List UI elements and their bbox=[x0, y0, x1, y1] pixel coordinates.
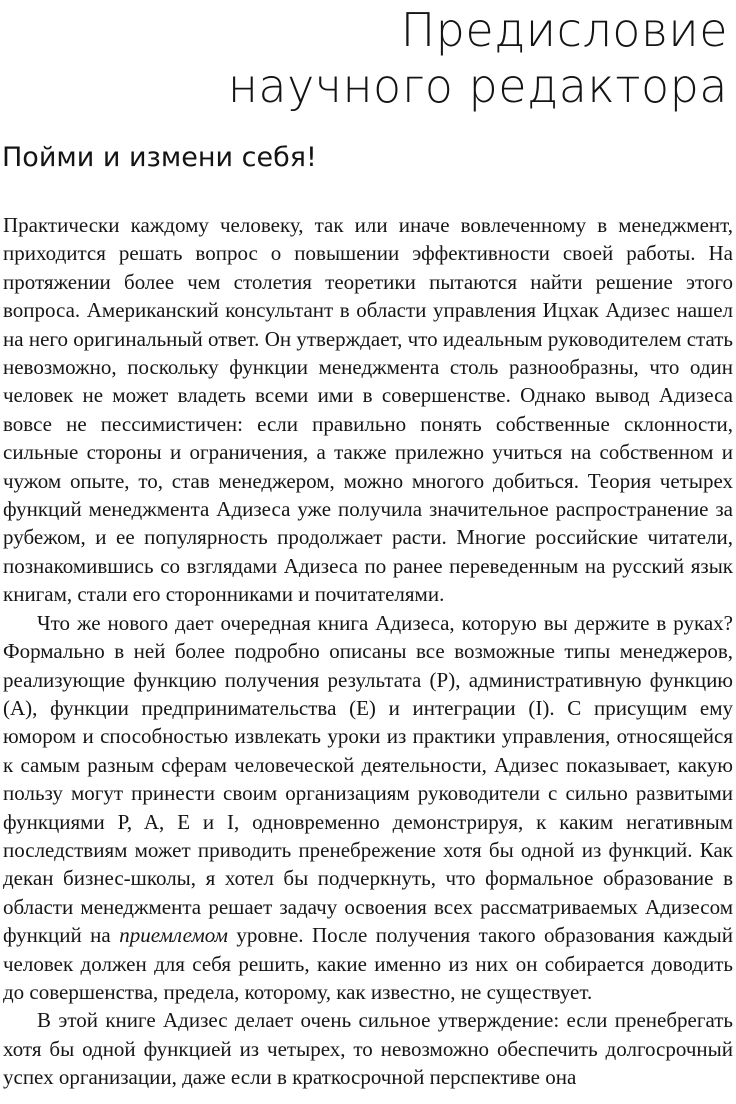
paragraph-3: В этой книге Адизес делает очень сильное утверждение: если пренебрегать хотя бы одной функцией из четырех, то невозможно обеспечить долгосрочный успех организации, даже если в краткосрочной перспективе она bbox=[3, 1008, 733, 1090]
body-text bbox=[3, 211, 733, 1092]
paragraph-2-emphasis: приемлемом bbox=[119, 923, 228, 948]
chapter-title bbox=[228, 2, 728, 114]
chapter-title-line-2: научного редактора bbox=[227, 59, 728, 113]
chapter-title-line-1: Предисловие bbox=[400, 3, 728, 57]
paragraph-1: Практически каждому человеку, так или иначе вовлеченному в менеджмент, приходится решать вопрос о повышении эффективности своей работы. На протяжении более чем столетия теоретики пытаются найти решение этого вопроса. Американский консультант в области управления Ицхак Адизес нашел на него оригинальный ответ. Он утверждает, что идеальным руководителем стать невозможно, поскольку функции менеджмента столь разнообразны, что один человек не может владеть всеми ими в совершенстве. Однако вывод Адизеса вовсе не пессимистичен: если правильно понять собственные склонности, сильные стороны и ограничения, а также прилежно учиться на собственном и чужом опыте, то, став менеджером, можно многого добиться. Теория четырех функций менеджмента Адизеса уже получила значительное распространение за рубежом, и ее популярность продолжает расти. Многие российские читатели, познакомившись со взглядами Адизеса по ранее переведенным на русский язык книгам, стали его сторонниками и почитателями. bbox=[3, 213, 733, 607]
section-title: Пойми и измени себя! bbox=[2, 142, 317, 173]
paragraph-2-text-before: Что же нового дает очередная книга Адизеса, которую вы держите в руках? Формально в ней более подробно описаны все возможные типы менеджеров, реализующие функцию получения результата (P), административную функцию (A), функции предпринимательства (E) и интеграции (I). С присущим ему юмором и способностью извлекать уроки из практики управления, относящейся к самым разным сферам человеческой деятельности, Адизес показывает, какую пользу могут принести своим организациям руководители с сильно развитыми функциями P, A, E и I, одновременно демонстрируя, к каким негативным последствиям может приводить пренебрежение хотя бы одной из функций. Как декан бизнес-школы, я хотел бы подчеркнуть, что формальное образование в области менеджмента решает задачу освоения всех рассматриваемых Адизесом функций на bbox=[3, 610, 733, 948]
paragraph-2 bbox=[3, 609, 733, 1007]
paragraph-2-text-after: уровне. После получения такого образования каждый человек должен для себя решить, какие именно из них он собирается доводить до совершенства, предела, которому, как известно, не существует. bbox=[3, 923, 733, 1004]
